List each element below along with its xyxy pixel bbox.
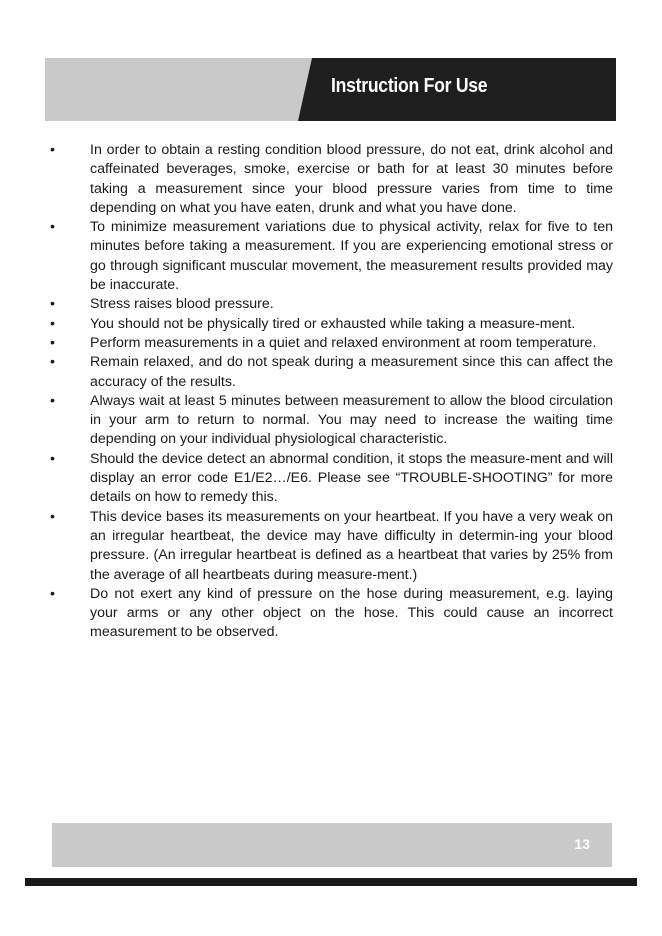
header-bar (45, 58, 616, 121)
list-item (50, 315, 613, 334)
item-text: In order to obtain a resting condition blood pressure, do not eat, drink alcohol and caffeinated beverages, smoke, exercise or bath for at least 30 minutes before taking a measurement since your blood pressure varies from time to time depending on what you have eaten, drunk and what you have done. (90, 142, 613, 216)
bullet: • (50, 315, 55, 332)
item-text: Do not exert any kind of pressure on the hose during measurement, e.g. laying your arms or any other object on the hose. This could cause an incorrect measurement to be observed. (90, 585, 613, 641)
item-text: Perform measurements in a quiet and relaxed environment at room temperature. (90, 334, 597, 351)
item-text: Should the device detect an abnormal condition, it stops the measure-ment and will display an error code E1/E2…/E6. Please see “TROUBLE-SHOOTING” for more details on how to remedy this. (90, 450, 613, 506)
footer-bar (52, 823, 612, 867)
list-item (50, 392, 613, 450)
bullet: • (50, 296, 55, 313)
item-text: You should not be physically tired or exhausted while taking a measure-ment. (90, 315, 576, 332)
page-number: 13 (574, 836, 590, 852)
list-item (50, 334, 613, 353)
list-item (50, 508, 613, 585)
bullet: • (50, 508, 55, 525)
list-item (50, 353, 613, 392)
list-item (50, 585, 613, 643)
bullet: • (50, 585, 55, 602)
bullet: • (50, 450, 55, 467)
bullet: • (50, 142, 55, 158)
bullet: • (50, 219, 55, 236)
bottom-rule (25, 878, 637, 886)
list-item (50, 450, 613, 508)
bullet: • (50, 354, 55, 371)
item-text: Remain relaxed, and do not speak during a measurement since this can affect the accuracy of the results. (90, 354, 613, 390)
item-text: Stress raises blood pressure. (90, 296, 274, 313)
page-title: Instruction For Use (331, 75, 488, 97)
bullet: • (50, 334, 55, 351)
list-item (50, 141, 613, 218)
item-text: Always wait at least 5 minutes between measurement to allow the blood circulation in your arm to return to normal. You may need to increase the waiting time depending on your individual physiological characteristic. (90, 392, 613, 448)
bullet: • (50, 392, 55, 409)
instruction-list (50, 141, 613, 643)
list-item (50, 218, 613, 295)
item-text: To minimize measurement variations due to physical activity, relax for five to ten minutes before taking a measurement. If you are experiencing emotional stress or go through significant muscular movement, the measurement results provided may be inaccurate. (90, 219, 613, 294)
item-text: This device bases its measurements on your heartbeat. If you have a very weak on an irregular heartbeat, the device may have difficulty in determin-ing your blood pressure. (An irregular heartbeat is defined as a heartbeat that varies by 25% from the average of all heartbeats during measure-ment.) (90, 508, 613, 583)
list-item (50, 295, 613, 314)
